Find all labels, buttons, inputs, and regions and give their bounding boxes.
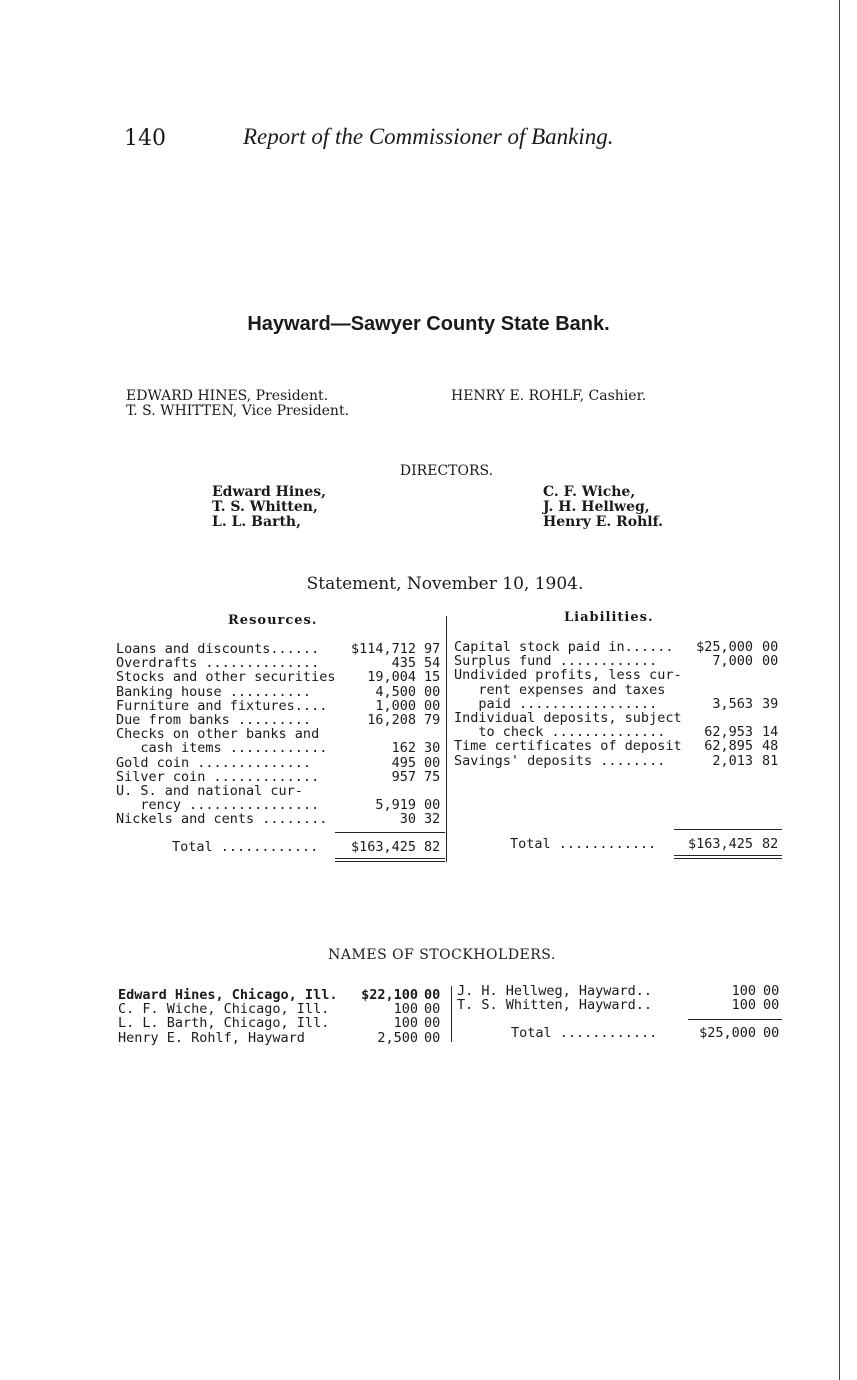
- director-name: Edward Hines,: [212, 484, 327, 500]
- row-amount: 162: [391, 740, 416, 757]
- row-label: Undivided profits, less cur-: [454, 667, 682, 684]
- stockholder-amount: 100: [731, 983, 756, 999]
- row-cents: 48: [762, 738, 779, 755]
- table-row: [454, 711, 784, 725]
- resources-total-row: [172, 840, 446, 855]
- row-label: Silver coin .............: [116, 768, 320, 785]
- row-cents: 00: [762, 653, 779, 670]
- resources-table: [116, 642, 446, 826]
- table-row: [116, 741, 446, 755]
- row-cents: 32: [424, 811, 441, 828]
- row-cents: 75: [424, 768, 441, 785]
- officer-president: EDWARD HINES, President.: [126, 388, 329, 404]
- row-label: Nickels and cents ........: [116, 811, 328, 828]
- row-label: cash items ............: [116, 740, 328, 757]
- row-cents: 54: [424, 655, 441, 672]
- table-row: [116, 685, 446, 699]
- liabilities-table: [454, 640, 784, 768]
- stockholder-name: J. H. Hellweg, Hayward..: [457, 983, 653, 999]
- row-amount: 3,563: [712, 695, 753, 712]
- table-row: [116, 713, 446, 727]
- list-item: [457, 984, 784, 998]
- row-amount: 435: [391, 655, 416, 672]
- table-row: [116, 699, 446, 713]
- bank-title: Hayward—Sawyer County State Bank.: [247, 313, 610, 335]
- officer-vice-president: T. S. WHITTEN, Vice President.: [126, 403, 350, 419]
- total-label: Total ............: [172, 839, 319, 855]
- table-row: [454, 640, 784, 654]
- list-item: [118, 1002, 448, 1016]
- liabilities-total-row: [510, 837, 784, 852]
- stockholders-divider: [451, 986, 452, 1042]
- stockholder-cents: 00: [424, 1001, 441, 1018]
- director-name: T. S. Whitten,: [212, 499, 318, 515]
- table-row: [116, 756, 446, 770]
- row-cents: 79: [424, 711, 441, 728]
- total-double-rule: [335, 858, 445, 862]
- stockholder-amount: 100: [393, 1001, 418, 1018]
- stockholder-cents: 00: [424, 1029, 441, 1046]
- row-cents: 15: [424, 669, 441, 686]
- column-divider: [446, 616, 447, 862]
- table-row: [116, 798, 446, 812]
- row-cents: 14: [762, 724, 779, 741]
- total-cents: 82: [424, 839, 441, 855]
- row-amount: 5,919: [375, 797, 416, 814]
- stockholder-amount: $22,100: [361, 987, 418, 1003]
- row-label: Surplus fund ............: [454, 653, 658, 670]
- total-label: Total ............: [510, 836, 657, 852]
- table-row: [454, 697, 784, 711]
- row-label: to check ..............: [454, 724, 666, 741]
- table-row: [454, 725, 784, 739]
- stockholder-name: L. L. Barth, Chicago, Ill.: [118, 1015, 330, 1032]
- row-label: Loans and discounts......: [116, 641, 320, 657]
- list-item: [118, 988, 448, 1002]
- row-cents: 00: [424, 754, 441, 771]
- row-cents: 39: [762, 695, 779, 712]
- stockholder-name: Edward Hines, Chicago, Ill.: [118, 987, 338, 1003]
- table-row: [454, 668, 784, 682]
- stockholder-name: T. S. Whitten, Hayward..: [457, 997, 653, 1014]
- row-label: paid .................: [454, 695, 658, 712]
- list-item: [118, 1031, 448, 1045]
- row-amount: 19,004: [367, 669, 416, 686]
- total-label: Total ............: [511, 1025, 658, 1041]
- table-row: [116, 642, 446, 656]
- stockholder-amount: 2,500: [377, 1029, 418, 1046]
- row-label: Stocks and other securities: [116, 669, 336, 686]
- row-label: Savings' deposits ........: [454, 752, 666, 769]
- row-label: Due from banks .........: [116, 711, 312, 728]
- officer-cashier: HENRY E. ROHLF, Cashier.: [451, 388, 647, 404]
- row-amount: 957: [391, 768, 416, 785]
- resources-heading: Resources.: [228, 613, 318, 628]
- statement-title: Statement, November 10, 1904.: [306, 574, 584, 594]
- table-row: [116, 812, 446, 826]
- directors-right: [543, 485, 663, 530]
- row-amount: 495: [391, 754, 416, 771]
- row-cents: 00: [424, 697, 441, 714]
- table-row: [116, 670, 446, 684]
- row-amount: $114,712: [350, 641, 416, 657]
- list-item: [457, 998, 784, 1012]
- stockholders-right: [457, 984, 784, 1012]
- row-cents: 00: [424, 683, 441, 700]
- row-amount: 7,000: [712, 653, 753, 670]
- table-row: [116, 727, 446, 741]
- directors-heading: DIRECTORS.: [399, 463, 494, 479]
- total-double-rule: [674, 855, 782, 859]
- total-cents: 82: [762, 836, 779, 852]
- stockholder-amount: 100: [731, 997, 756, 1014]
- total-amount: $163,425: [350, 839, 416, 855]
- total-rule: [335, 832, 445, 833]
- director-name: L. L. Barth,: [212, 514, 301, 530]
- stockholders-heading: NAMES OF STOCKHOLDERS.: [328, 947, 556, 963]
- row-label: Overdrafts ..............: [116, 655, 320, 672]
- row-label: Capital stock paid in......: [454, 639, 674, 655]
- total-cents: 00: [763, 1025, 780, 1041]
- row-amount: 4,500: [375, 683, 416, 700]
- table-row: [454, 754, 784, 768]
- total-rule: [674, 829, 782, 830]
- stockholder-cents: 00: [424, 987, 441, 1003]
- row-cents: 30: [424, 740, 441, 757]
- row-label: rent expenses and taxes: [454, 681, 666, 698]
- page-number: 140: [124, 126, 166, 151]
- stockholder-name: Henry E. Rohlf, Hayward: [118, 1029, 305, 1046]
- row-cents: 97: [424, 641, 441, 657]
- list-item: [118, 1016, 448, 1030]
- row-cents: 00: [762, 639, 779, 655]
- row-amount: 16,208: [367, 711, 416, 728]
- stockholder-name: C. F. Wiche, Chicago, Ill.: [118, 1001, 330, 1018]
- row-cents: 81: [762, 752, 779, 769]
- table-row: [116, 770, 446, 784]
- table-row: [116, 656, 446, 670]
- row-label: Banking house ..........: [116, 683, 312, 700]
- stockholder-cents: 00: [763, 983, 780, 999]
- total-rule: [688, 1019, 782, 1020]
- row-amount: 1,000: [375, 697, 416, 714]
- row-label: U. S. and national cur-: [116, 782, 303, 799]
- table-row: [116, 784, 446, 798]
- stockholders-total-row: [511, 1026, 784, 1041]
- director-name: Henry E. Rohlf.: [543, 514, 663, 530]
- directors-left: [212, 485, 326, 530]
- total-amount: $163,425: [687, 836, 753, 852]
- liabilities-heading: Liabilities.: [564, 610, 654, 625]
- row-label: Furniture and fixtures....: [116, 697, 328, 714]
- row-amount: 62,953: [704, 724, 753, 741]
- row-label: Checks on other banks and: [116, 726, 320, 743]
- stockholder-cents: 00: [763, 997, 780, 1014]
- page-edge: [839, 0, 840, 1380]
- row-amount: 2,013: [712, 752, 753, 769]
- row-label: Individual deposits, subject: [454, 709, 682, 726]
- table-row: [454, 654, 784, 668]
- row-amount: 62,895: [704, 738, 753, 755]
- table-row: [454, 739, 784, 753]
- row-amount: $25,000: [696, 639, 753, 655]
- row-label: Time certificates of deposit: [454, 738, 682, 755]
- stockholder-cents: 00: [424, 1015, 441, 1032]
- director-name: J. H. Hellweg,: [543, 499, 650, 515]
- stockholders-left: [118, 988, 448, 1045]
- table-row: [454, 683, 784, 697]
- running-title: Report of the Commissioner of Banking.: [243, 124, 614, 149]
- row-label: rency ................: [116, 797, 320, 814]
- stockholder-amount: 100: [393, 1015, 418, 1032]
- total-amount: $25,000: [699, 1025, 756, 1041]
- director-name: C. F. Wiche,: [543, 484, 636, 500]
- row-cents: 00: [424, 797, 441, 814]
- row-amount: 30: [399, 811, 416, 828]
- row-label: Gold coin ..............: [116, 754, 312, 771]
